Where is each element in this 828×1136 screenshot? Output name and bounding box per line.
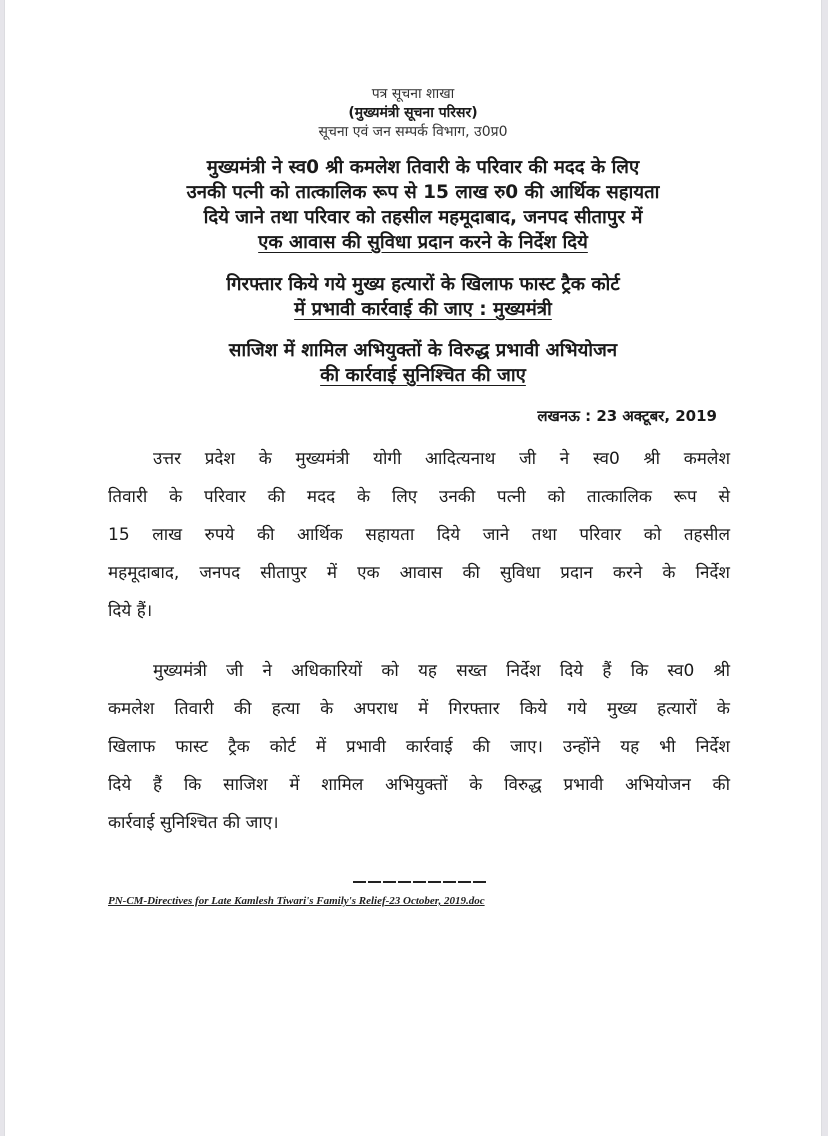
paragraph-line: महमूदाबाद, जनपद सीतापुर में एक आवास की सुविधा प्रदान करने के निर्देश: [108, 563, 730, 583]
headline-line: दिये जाने तथा परिवार को तहसील महमूदाबाद, जनपद सीतापुर में: [203, 207, 643, 228]
subheadline-line: साजिश में शामिल अभियुक्तों के विरुद्ध प्रभावी अभियोजन: [228, 340, 618, 361]
paragraph-line: दिये हैं।: [108, 601, 153, 621]
headline-line: उनकी पत्नी को तात्कालिक रूप से 15 लाख रु0 की आर्थिक सहायता: [186, 182, 660, 203]
header-department-branch: पत्र सूचना शाखा: [371, 86, 455, 102]
paragraph-line: कार्रवाई सुनिश्चित की जाए।: [108, 813, 279, 833]
paragraph-line: तिवारी के परिवार की मदद के लिए उनकी पत्नी को तात्कालिक रूप से: [108, 487, 730, 507]
headline: [105, 155, 741, 255]
paragraph-line: कमलेश तिवारी की हत्या के अपराध में गिरफ्तार किये गये मुख्य हत्यारों के: [108, 699, 730, 719]
paragraph-line: दिये हैं कि साजिश में शामिल अभियुक्तों के विरुद्ध प्रभावी अभियोजन की: [108, 775, 730, 795]
subheadline-line: की कार्रवाई सुनिश्चित की जाए: [320, 365, 526, 386]
subheadline-line: में प्रभावी कार्रवाई की जाए : मुख्यमंत्री: [294, 299, 552, 320]
body-paragraph-1: [108, 440, 730, 630]
headline-line: मुख्यमंत्री ने स्व0 श्री कमलेश तिवारी के परिवार की मदद के लिए: [206, 157, 640, 178]
paragraph-line: उत्तर प्रदेश के मुख्यमंत्री योगी आदित्यनाथ जी ने स्व0 श्री कमलेश: [153, 449, 730, 469]
subheadline-line: गिरफ्तार किये गये मुख्य हत्यारों के खिलाफ फास्ट ट्रैक कोर्ट: [226, 274, 620, 295]
body-paragraph-2: [108, 652, 730, 842]
subheadline-2: [105, 338, 741, 388]
paragraph-line: 15 लाख रुपये की आर्थिक सहायता दिये जाने तथा परिवार को तहसील: [108, 525, 730, 545]
document-filename: PN-CM-Directives for Late Kamlesh Tiwari's Family's Relief-23 October, 2019.doc: [108, 895, 485, 907]
header-ministry: सूचना एवं जन सम्पर्क विभाग, उ0प्र0: [318, 124, 508, 140]
dateline: लखनऊ : 23 अक्टूबर, 2019: [537, 407, 717, 425]
header-office: (मुख्यमंत्री सूचना परिसर): [348, 105, 478, 121]
headline-line: एक आवास की सुविधा प्रदान करने के निर्देश दिये: [258, 232, 588, 253]
end-divider: [353, 881, 487, 883]
document-page: [4, 0, 822, 1136]
paragraph-line: मुख्यमंत्री जी ने अधिकारियों को यह सख्त निर्देश दिये हैं कि स्व0 श्री: [153, 661, 730, 681]
subheadline-1: [105, 272, 741, 322]
paragraph-line: खिलाफ फास्ट ट्रैक कोर्ट में प्रभावी कार्रवाई की जाए। उन्होंने यह भी निर्देश: [108, 737, 730, 757]
